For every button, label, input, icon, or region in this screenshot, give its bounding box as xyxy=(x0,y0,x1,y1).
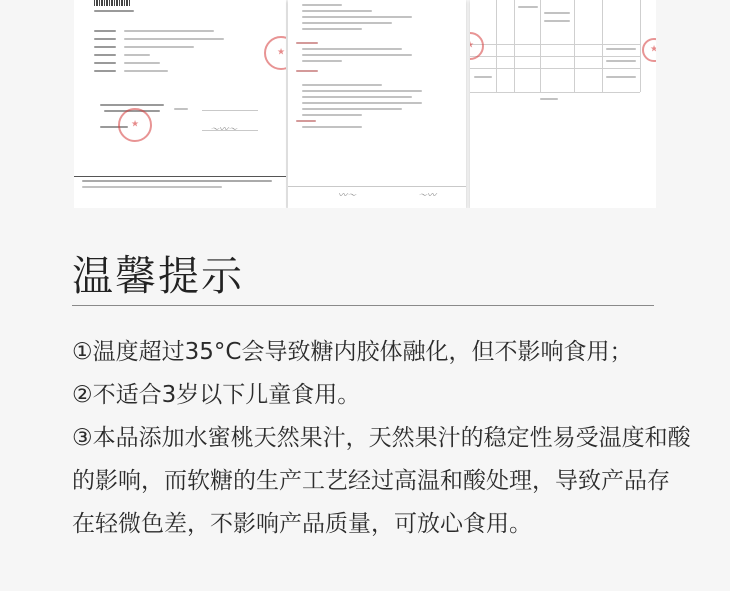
signature-mark: 〰〜 xyxy=(338,191,357,201)
note-item: ②不适合3岁以下儿童食用。 xyxy=(72,382,361,408)
barcode xyxy=(94,0,130,6)
section-title: 温馨提示 xyxy=(72,252,244,300)
test-result-table xyxy=(470,0,656,100)
red-seal-icon xyxy=(264,36,286,70)
signature-mark: 〜〰〜 xyxy=(210,125,238,135)
note-item: ③本品添加水蜜桃天然果汁，天然果汁的稳定性易受温度和酸的影响，而软糖的生产工艺经过高温和酸处理，导致产品存在轻微色差，不影响产品质量，可放心食用。 xyxy=(72,425,691,537)
signature-mark: 〜〰 xyxy=(418,191,437,201)
red-seal-icon xyxy=(118,108,152,142)
notes-list xyxy=(72,331,692,546)
certificate-page-1 xyxy=(74,0,286,208)
title-divider xyxy=(72,305,654,306)
certificate-page-2 xyxy=(288,0,466,208)
certificate-page-3 xyxy=(470,0,656,208)
certificate-documents xyxy=(74,0,656,208)
note-item: ①温度超过35°C会导致糖内胶体融化，但不影响食用； xyxy=(72,339,633,365)
